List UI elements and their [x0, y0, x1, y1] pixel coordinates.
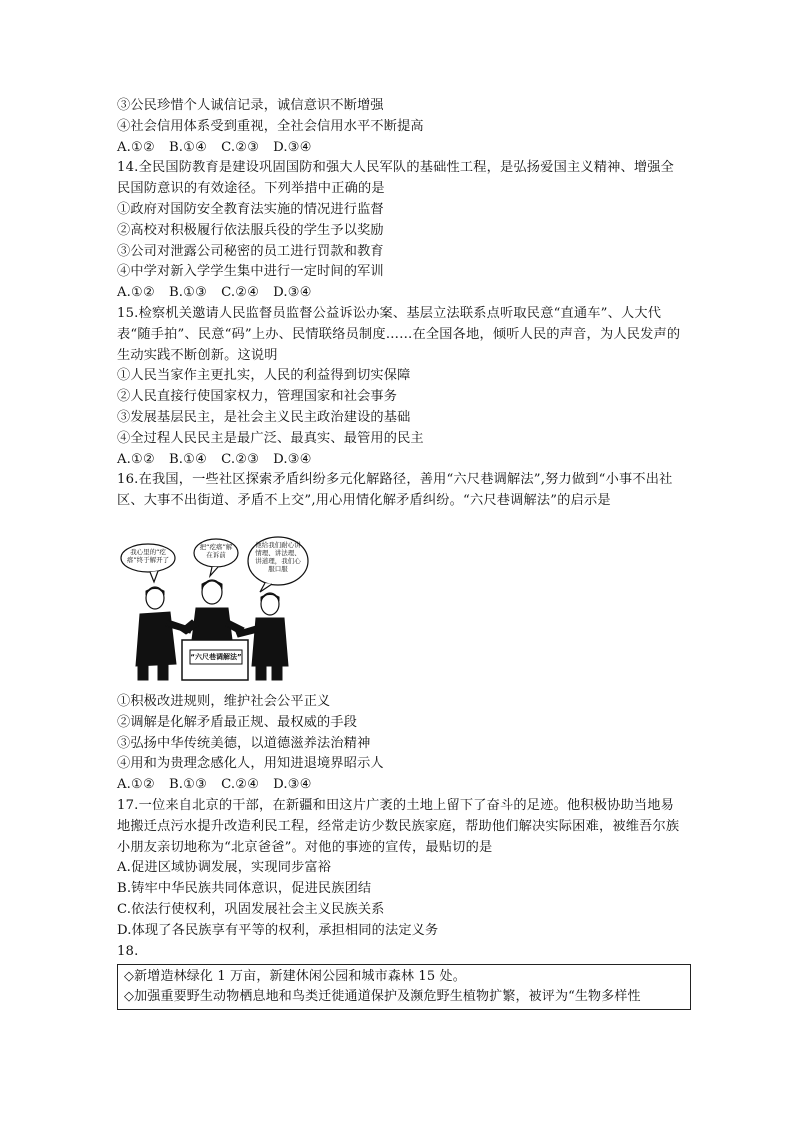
cartoon-illustration	[120, 536, 310, 688]
mediation-cartoon	[120, 536, 310, 688]
answer-c: C.②④	[221, 285, 260, 301]
q16-option-4: ④用和为贵理念感化人，用知进退境界昭示人	[117, 756, 384, 772]
exam-page	[117, 96, 682, 1010]
bubble-right-text: 他给我们耐心讲情理、讲法理、讲道理，我们心服口服	[255, 540, 301, 573]
q16-option-2: ②调解是化解矛盾最正规、最权威的手段	[117, 714, 358, 730]
q15-option-1: ①人民当家作主更扎实，人民的利益得到切实保障	[117, 368, 411, 384]
answer-a: A.①②	[117, 451, 155, 467]
q14-option-4: ④中学对新入学学生集中进行一定时间的军训	[117, 264, 384, 280]
sign-text: “六尺巷调解法”	[190, 652, 242, 661]
q16-option-1: ①积极改进规则，维护社会公平正义	[117, 693, 331, 709]
answer-b: B.①④	[168, 451, 208, 467]
q14-stem: 14.全民国防教育是建设巩固国防和强大人民军队的基础性工程，是弘扬爱国主义精神、增强全民国防意识的有效途径。下列举措中正确的是	[117, 160, 675, 197]
q16-option-3: ③弘扬中华传统美德，以道德滋养法治精神	[117, 735, 371, 751]
bubble-middle-text: 把“疙瘩”解在诉前	[199, 542, 233, 559]
q14-option-2: ②高校对积极履行依法服兵役的学生予以奖励	[117, 222, 384, 238]
answer-d: D.③④	[273, 451, 312, 467]
q15-stem: 15.检察机关邀请人民监督员监督公益诉讼办案、基层立法联系点听取民意“直通车”、人大代表“随手拍”、民意“码”上办、民情联络员制度……在全国各地，倾听人民的声音，为人民发声的生动实践不断创新。这说明	[117, 305, 681, 363]
q13-answers	[117, 138, 682, 159]
q18-material-line-2: ◇加强重要野生动物栖息地和鸟类迁徙通道保护及濒危野生植物扩繁，被评为“生物多样性	[124, 989, 641, 1005]
middle-person	[180, 580, 244, 640]
answer-b: B.①③	[168, 285, 208, 301]
answer-d: D.③④	[273, 139, 312, 155]
q17-stem: 17.一位来自北京的干部，在新疆和田这片广袤的土地上留下了奋斗的足迹。他积极协助当地易地搬迁点污水提升改造利民工程，经常走访少数民族家庭，帮助他们解决实际困难，被维吾尔族小朋友亲切地称为“北京爸爸”。对他的事迹的宣传，最贴切的是	[117, 797, 680, 855]
q17-option-a: A.促进区域协调发展，实现同步富裕	[117, 860, 332, 876]
answer-a: A.①②	[117, 777, 155, 793]
q17-option-b: B.铸牢中华民族共同体意识，促进民族团结	[117, 881, 372, 897]
answer-b: B.①③	[168, 777, 208, 793]
q17-option-c: C.依法行使权利，巩固发展社会主义民族关系	[117, 901, 385, 917]
answer-d: D.③④	[273, 777, 312, 793]
answer-c: C.②③	[221, 451, 260, 467]
q18-material-box	[117, 964, 691, 1010]
bubble-left-text: 我心里的“疙瘩”终于解开了	[126, 547, 170, 564]
answer-a: A.①②	[117, 285, 155, 301]
q15-answers	[117, 450, 682, 471]
q14-answers	[117, 283, 682, 304]
answer-a: A.①②	[117, 139, 155, 155]
q17-option-d: D.体现了各民族享有平等的权利，承担相同的法定义务	[117, 922, 439, 938]
q13-option-3: ③公民珍惜个人诚信记录，诚信意识不断增强	[117, 98, 384, 113]
q15-option-2: ②人民直接行使国家权力，管理国家和社会事务	[117, 389, 398, 405]
q16-answers	[117, 775, 682, 796]
answer-c: C.②③	[221, 139, 260, 155]
q13-option-4: ④社会信用体系受到重视，全社会信用水平不断提高	[117, 118, 424, 134]
q14-option-3: ③公司对泄露公司秘密的员工进行罚款和教育	[117, 243, 384, 259]
answer-b: B.①④	[168, 139, 208, 155]
answer-c: C.②④	[221, 777, 260, 793]
q18-number: 18.	[117, 943, 139, 959]
q15-option-3: ③发展基层民主，是社会主义民主政治建设的基础	[117, 409, 411, 425]
q18-material-line-1: ◇新增造林绿化 1 万亩，新建休闲公园和城市森林 15 处。	[124, 969, 466, 985]
answer-d: D.③④	[273, 285, 312, 301]
q15-option-4: ④全过程人民民主是最广泛、最真实、最管用的民主	[117, 430, 424, 446]
q16-stem: 16.在我国，一些社区探索矛盾纠纷多元化解路径，善用“六尺巷调解法”,努力做到“小事不出社区、大事不出街道、矛盾不上交”,用心用情化解矛盾纠纷。“六尺巷调解法”的启示是	[117, 472, 673, 509]
q14-option-1: ①政府对国防安全教育法实施的情况进行监督	[117, 201, 384, 217]
